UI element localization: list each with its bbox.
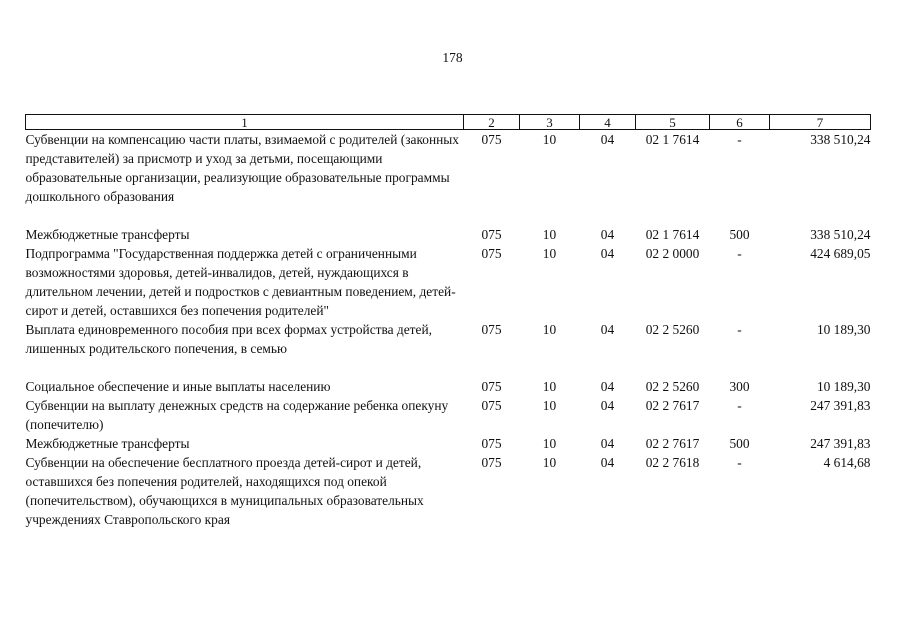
- row-col5: 02 1 7614: [645, 132, 700, 147]
- row-col6: -: [737, 322, 742, 337]
- column-header-2: 2: [464, 115, 520, 130]
- column-header-6: 6: [710, 115, 770, 130]
- row-col3: 10: [542, 322, 557, 337]
- row-col6: 500: [729, 227, 750, 242]
- row-col6: -: [737, 132, 742, 147]
- table-row: [26, 396, 871, 434]
- table-header-row: [26, 115, 871, 130]
- row-amount: 10 189,30: [816, 379, 871, 394]
- row-col4: 04: [600, 322, 615, 337]
- budget-table: [25, 114, 871, 529]
- column-header-3: 3: [520, 115, 580, 130]
- row-name: Субвенции на выплату денежных средств на содержание ребенка опекуну (попечителю): [25, 398, 449, 432]
- row-col2: 075: [481, 398, 502, 413]
- row-col5: 02 2 7618: [645, 455, 700, 470]
- row-col3: 10: [542, 132, 557, 147]
- row-col5: 02 2 7617: [645, 436, 700, 451]
- row-name: Субвенции на компенсацию части платы, взимаемой с родителей (законных представителей) за присмотр и уход за детьми, посещающими образовательные организации, реализующие образовательные программы дошкольного образования: [25, 132, 459, 204]
- row-col3: 10: [542, 227, 557, 242]
- row-col5: 02 1 7614: [645, 227, 700, 242]
- row-name: Социальное обеспечение и иные выплаты населению: [25, 379, 331, 394]
- row-col6: -: [737, 246, 742, 261]
- row-col3: 10: [542, 398, 557, 413]
- row-col6: 500: [729, 436, 750, 451]
- row-col2: 075: [481, 246, 502, 261]
- row-col2: 075: [481, 379, 502, 394]
- row-col3: 10: [542, 246, 557, 261]
- row-name: Подпрограмма "Государственная поддержка детей с ограниченными возможностями здоровья, детей-инвалидов, детей, нуждающихся в длительном лечении, детей и подростков с девиантным поведением, детей-сирот и детей, оставшихся без попечения родителей": [25, 246, 456, 318]
- row-amount: 247 391,83: [810, 436, 871, 451]
- column-header-1: 1: [26, 115, 464, 130]
- row-col5: 02 2 5260: [645, 322, 700, 337]
- row-col6: -: [737, 455, 742, 470]
- spacer-row: [26, 358, 871, 377]
- row-amount: 10 189,30: [816, 322, 871, 337]
- row-col4: 04: [600, 246, 615, 261]
- column-header-5: 5: [636, 115, 710, 130]
- row-amount: 247 391,83: [810, 398, 871, 413]
- row-col2: 075: [481, 132, 502, 147]
- row-amount: 4 614,68: [823, 455, 871, 470]
- row-name: Субвенции на обеспечение бесплатного проезда детей-сирот и детей, оставшихся без попечения родителей, находящихся под опекой (попечительством), обучающихся в муниципальных образовательных учреждениях Ставропольского края: [25, 455, 424, 527]
- table-row: [26, 377, 871, 396]
- column-header-7: 7: [770, 115, 871, 130]
- row-col4: 04: [600, 227, 615, 242]
- table-row: [26, 320, 871, 358]
- page-number: 178: [442, 50, 463, 65]
- column-header-4: 4: [580, 115, 636, 130]
- row-name: Межбюджетные трансферты: [25, 227, 190, 242]
- row-col4: 04: [600, 398, 615, 413]
- row-col6: -: [737, 398, 742, 413]
- table-row: [26, 453, 871, 529]
- row-col4: 04: [600, 132, 615, 147]
- row-amount: 424 689,05: [810, 246, 871, 261]
- spacer-row: [26, 206, 871, 225]
- row-col3: 10: [542, 455, 557, 470]
- row-col2: 075: [481, 455, 502, 470]
- table-row: [26, 225, 871, 244]
- row-col3: 10: [542, 436, 557, 451]
- table-row: [26, 434, 871, 453]
- row-col2: 075: [481, 227, 502, 242]
- row-col5: 02 2 0000: [645, 246, 700, 261]
- row-col2: 075: [481, 322, 502, 337]
- row-col6: 300: [729, 379, 750, 394]
- row-name: Межбюджетные трансферты: [25, 436, 190, 451]
- row-name: Выплата единовременного пособия при всех формах устройства детей, лишенных родительского попечения, в семью: [25, 322, 432, 356]
- row-amount: 338 510,24: [810, 132, 871, 147]
- row-col4: 04: [600, 379, 615, 394]
- row-col2: 075: [481, 436, 502, 451]
- row-col4: 04: [600, 455, 615, 470]
- row-col4: 04: [600, 436, 615, 451]
- table-row: [26, 244, 871, 320]
- row-col3: 10: [542, 379, 557, 394]
- table-row: [26, 130, 871, 207]
- row-col5: 02 2 5260: [645, 379, 700, 394]
- row-col5: 02 2 7617: [645, 398, 700, 413]
- row-amount: 338 510,24: [810, 227, 871, 242]
